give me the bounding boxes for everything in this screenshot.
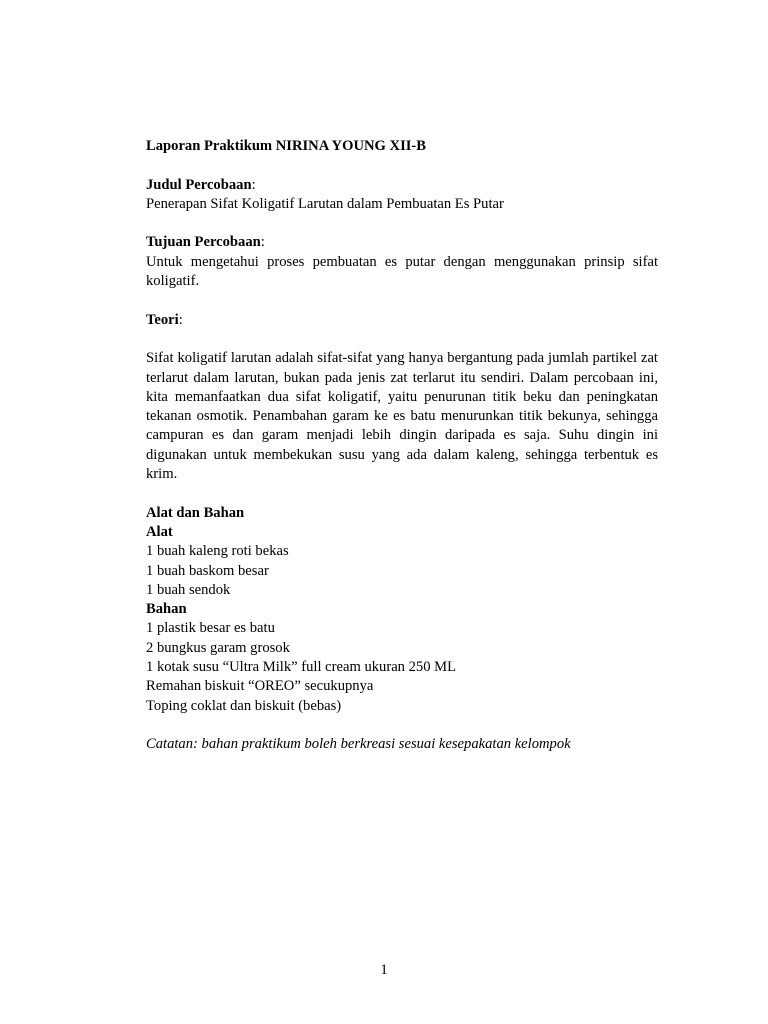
tujuan-label: Tujuan Percobaan [146,234,261,251]
teori-heading [146,311,658,330]
list-item: Toping coklat dan biskuit (bebas) [146,697,342,714]
spacer [146,156,658,175]
judul-label: Judul Percobaan [146,176,252,193]
list-item: Remahan biskuit “OREO” secukupnya [146,678,374,695]
list-item: 1 buah baskom besar [146,562,269,579]
document-body [146,137,658,755]
teori-text: Sifat koligatif larutan adalah sifat-sifat yang hanya bergantung pada jumlah partikel zat terlarut dalam larutan, bukan pada jenis zat terlarut itu sendiri. Dalam percobaan ini, kita memanfaatkan dua sifat koligatif, yaitu penurunan titik beku dan peningkatan tekanan osmotik. Penambahan garam ke es batu menurunkan titik bekunya, sehingga campuran es dan garam menjadi lebih dingin daripada es saja. Suhu dingin ini digunakan untuk membekukan susu yang ada dalam kaleng, sehingga terbentuk es krim. [146,350,658,483]
tujuan-heading [146,233,658,252]
bahan-label: Bahan [146,601,187,618]
spacer [146,214,658,233]
teori-label: Teori [146,311,179,328]
tujuan-colon: : [260,234,265,251]
judul-text: Penerapan Sifat Koligatif Larutan dalam Pembuatan Es Putar [146,195,504,212]
list-item: 1 buah kaleng roti bekas [146,543,289,560]
spacer [146,484,658,503]
alat-label: Alat [146,523,173,540]
tujuan-text: Untuk mengetahui proses pembuatan es putar dengan menggunakan prinsip sifat koligatif. [146,253,658,290]
teori-colon: : [178,311,183,328]
alat-bahan-heading: Alat dan Bahan [146,504,245,521]
spacer [146,716,658,735]
judul-colon: : [251,176,256,193]
judul-heading [146,176,658,195]
list-item: 2 bungkus garam grosok [146,639,290,656]
spacer [146,330,658,349]
list-item: 1 plastik besar es batu [146,620,275,637]
list-item: 1 kotak susu “Ultra Milk” full cream ukuran 250 ML [146,659,457,676]
catatan-note: Catatan: bahan praktikum boleh berkreasi sesuai kesepakatan kelompok [146,736,571,753]
page-number: 1 [380,962,388,978]
list-item: 1 buah sendok [146,581,231,598]
report-title: Laporan Praktikum NIRINA YOUNG XII-B [146,138,427,154]
spacer [146,291,658,310]
